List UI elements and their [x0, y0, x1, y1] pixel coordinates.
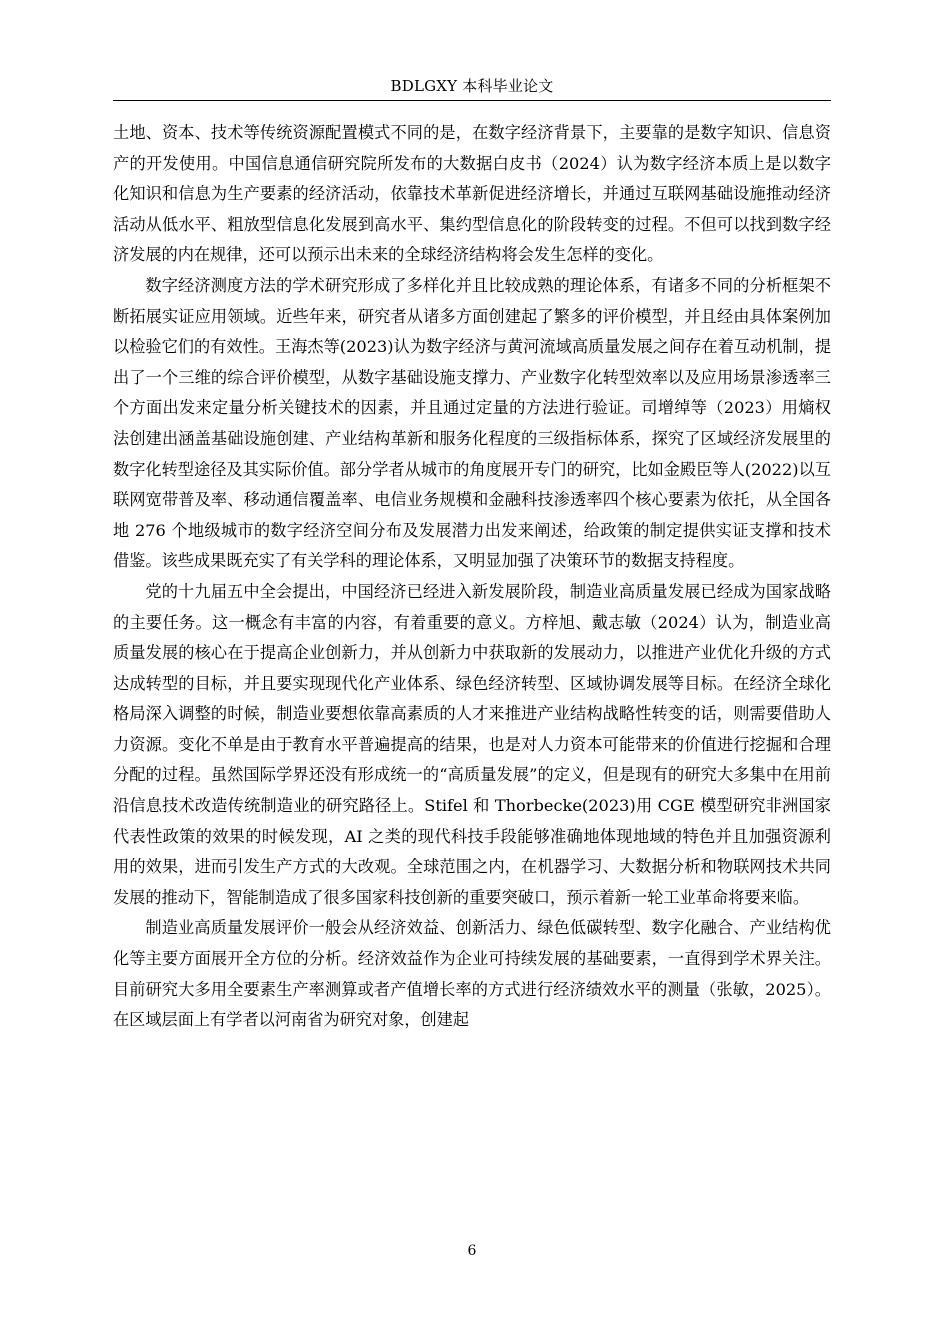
paragraph: 党的十九届五中全会提出，中国经济已经进入新发展阶段，制造业高质量发展已经成为国家战略的主要任务。这一概念有丰富的内容，有着重要的意义。方梓旭、戴志敏（2024）认为，制造业高质量发展的核心在于提高企业创新力，并从创新力中获取新的发展动力，以推进产业优化升级的方式达成转型的目标，并且要实现现代化产业体系、绿色经济转型、区域协调发展等目标。在经济全球化格局深入调整的时候，制造业要想依靠高素质的人才来推进产业结构战略性转变的话，则需要借助人力资源。变化不单是由于教育水平普遍提高的结果，也是对人力资本可能带来的价值进行挖掘和合理分配的过程。虽然国际学界还没有形成统一的“高质量发展”的定义，但是现有的研究大多集中在用前沿信息技术改造传统制造业的研究路径上。Stifel 和 Thorbecke(2023)用 CGE 模型研究非洲国家代表性政策的效果的时候发现，AI 之类的现代科技手段能够准确地体现地域的特色并且加强资源利用的效果，进而引发生产方式的大改观。全球范围之内，在机器学习、大数据分析和物联网技术共同发展的推动下，智能制造成了很多国家科技创新的重要突破口，预示着新一轮工业革命将要来临。: [113, 581, 831, 907]
paragraph: 制造业高质量发展评价一般会从经济效益、创新活力、绿色低碳转型、数字化融合、产业结构优化等主要方面展开全方位的分析。经济效益作为企业可持续发展的基础要素，一直得到学术界关注。目前研究大多用全要素生产率测算或者产值增长率的方式进行经济绩效水平的测量（张敏，2025）。在区域层面上有学者以河南省为研究对象，创建起: [113, 918, 831, 1030]
running-header: BDLGXY 本科毕业论文: [390, 77, 554, 95]
paragraph-continued: 土地、资本、技术等传统资源配置模式不同的是，在数字经济背景下，主要靠的是数字知识、信息资产的开发使用。中国信息通信研究院所发布的大数据白皮书（2024）认为数字经济本质上是以数字化知识和信息为生产要素的经济活动，依靠技术革新促进经济增长，并通过互联网基础设施推动经济活动从低水平、粗放型信息化发展到高水平、集约型信息化的阶段转变的过程。不但可以找到数字经济发展的内在规律，还可以预示出未来的全球经济结构将会发生怎样的变化。: [113, 123, 831, 265]
page-number: 6: [467, 1243, 477, 1259]
body-text: [113, 118, 831, 1036]
paragraph: 数字经济测度方法的学术研究形成了多样化并且比较成熟的理论体系，有诸多不同的分析框架不断拓展实证应用领域。近些年来，研究者从诸多方面创建起了繁多的评价模型，并且经由具体案例加以检验它们的有效性。王海杰等(2023)认为数字经济与黄河流域高质量发展之间存在着互动机制，提出了一个三维的综合评价模型，从数字基础设施支撑力、产业数字化转型效率以及应用场景渗透率三个方面出发来定量分析关键技术的因素，并且通过定量的方法进行验证。司增绰等（2023）用熵权法创建出涵盖基础设施创建、产业结构革新和服务化程度的三级指标体系，探究了区域经济发展里的数字化转型途径及其实际价值。部分学者从城市的角度展开专门的研究，比如金殿臣等人(2022)以互联网宽带普及率、移动通信覆盖率、电信业务规模和金融科技渗透率四个核心要素为依托，从全国各地 276 个地级城市的数字经济空间分布及发展潜力出发来阐述，给政策的制定提供实证支撑和技术借鉴。该些成果既充实了有关学科的理论体系，又明显加强了决策环节的数据支持程度。: [113, 275, 831, 571]
header-divider: [113, 100, 831, 101]
